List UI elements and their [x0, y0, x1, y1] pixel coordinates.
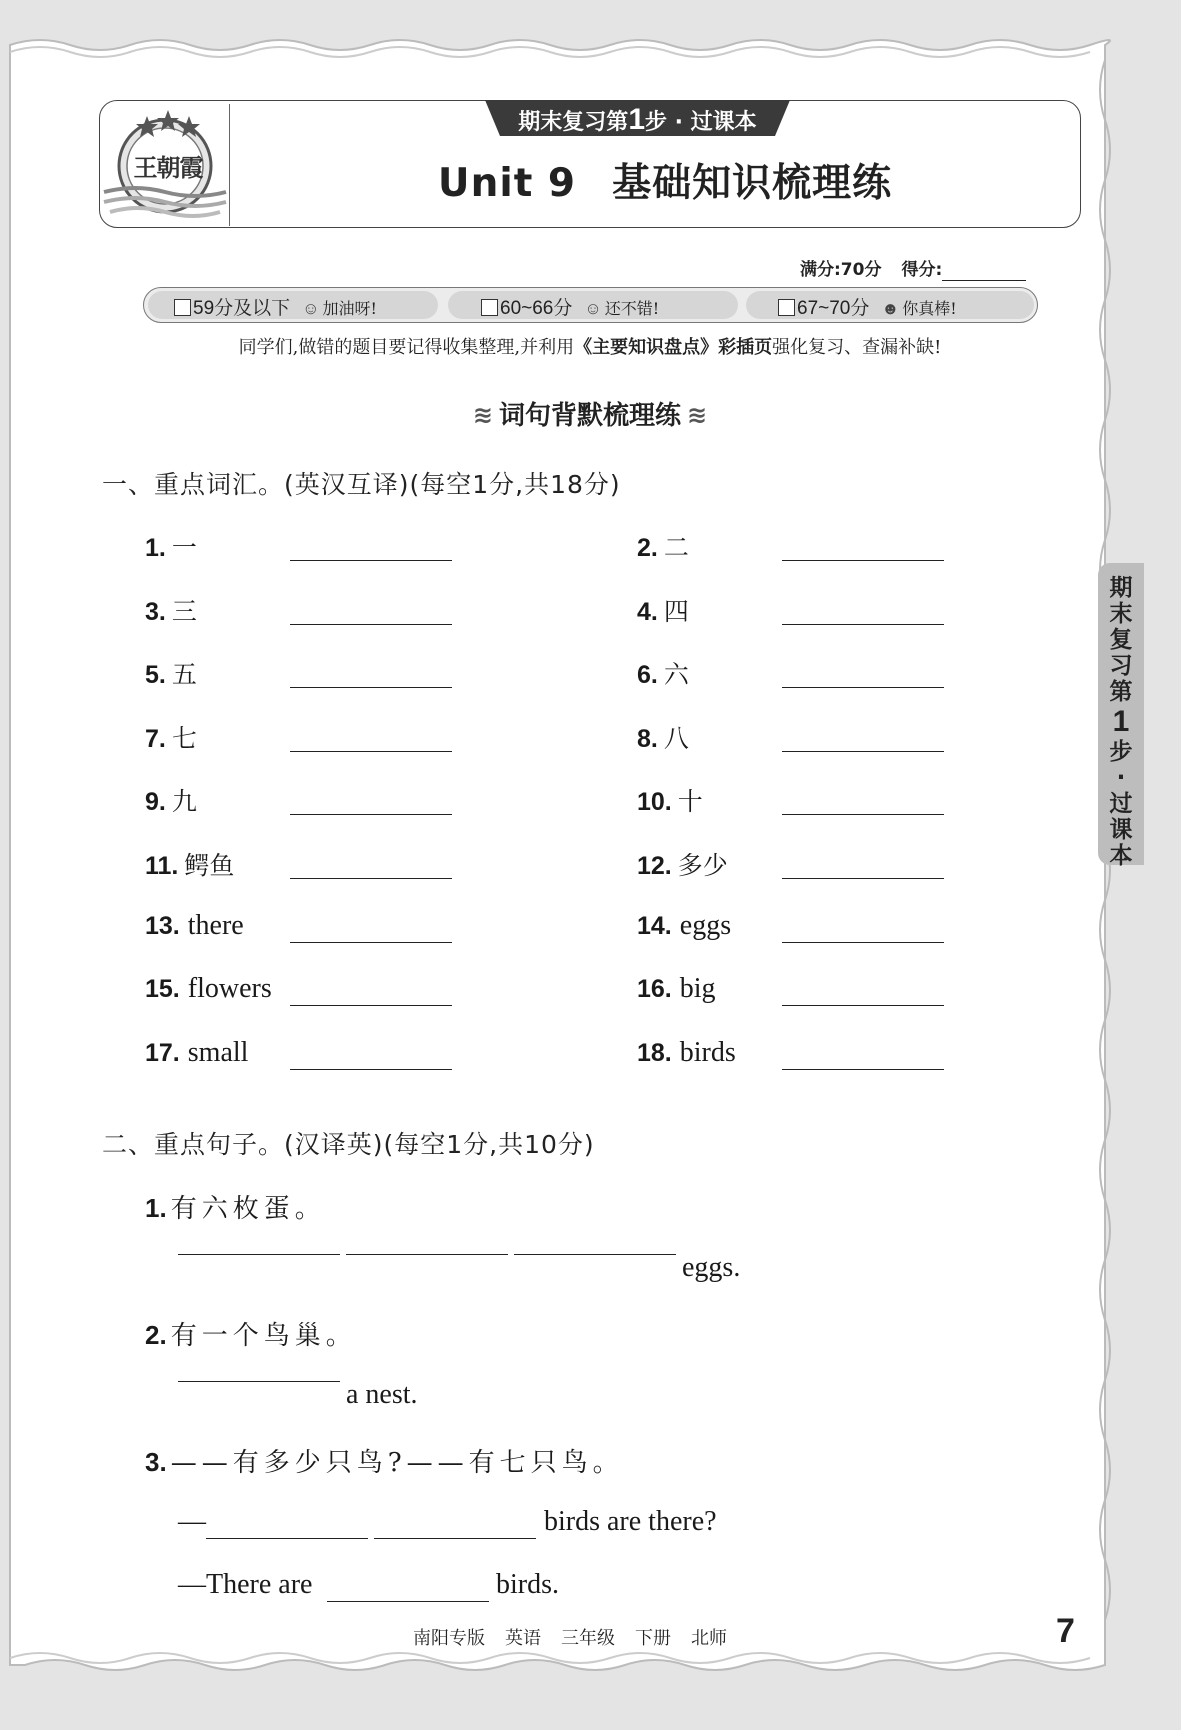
vocab-number: 15. [145, 975, 180, 1004]
sentence-tail-1: eggs. [682, 1252, 741, 1283]
footer-volume: 下册 [635, 1628, 671, 1649]
vocab-item [145, 782, 197, 818]
part1-title: 一、重点词汇。(英汉互译)(每空1分,共18分) [102, 470, 621, 499]
footer-publisher: 北师 [691, 1628, 727, 1649]
answer-blank[interactable] [178, 1381, 340, 1382]
footer-grade: 三年级 [561, 1628, 615, 1649]
section-heading [99, 395, 1081, 432]
vocab-number: 13. [145, 911, 180, 940]
ribbon-post: 步 · 过课本 [645, 110, 757, 135]
vocab-item [145, 973, 272, 1005]
sentence-tail-2: a nest. [346, 1379, 418, 1410]
vocab-number: 2. [637, 534, 658, 562]
answer-blank[interactable] [206, 1538, 368, 1539]
vocab-word: 鳄鱼 [184, 851, 235, 880]
question-chinese: ——有多少只鸟?——有七只鸟。 [170, 1448, 624, 1478]
notice-pre: 同学们,做错的题目要记得收集整理,并利用 [238, 337, 575, 358]
wave-icon: ≋ [472, 401, 493, 429]
sentence-tail-3b: birds. [496, 1569, 559, 1600]
vocab-word: flowers [187, 973, 272, 1005]
grade-range-3: 67~70分 [797, 298, 870, 319]
footer [413, 1624, 747, 1650]
answer-blank[interactable] [290, 878, 452, 879]
title-label: 基础知识梳理练 [612, 161, 893, 206]
side-tab-pre: 期 末 复 习 第 [1109, 575, 1133, 705]
sentence-question-2 [145, 1315, 357, 1352]
vocab-number: 3. [145, 597, 166, 626]
vocab-item [145, 592, 197, 628]
ribbon-step-number: 1 [628, 103, 645, 136]
vocab-item [145, 655, 197, 691]
answer-blank[interactable] [782, 560, 944, 561]
vocab-item [637, 655, 689, 691]
grade-item-2 [481, 293, 659, 320]
vocab-word: 八 [663, 723, 689, 753]
page-number: 7 [1056, 1612, 1075, 1650]
answer-blank[interactable] [514, 1254, 676, 1255]
vocab-word: 四 [663, 596, 689, 626]
answer-blank[interactable] [290, 942, 452, 943]
notice-text [99, 333, 1081, 359]
answer-blank[interactable] [290, 1005, 452, 1006]
full-score-label: 满分:70分 [800, 260, 882, 280]
sentence-pre-3b: —There are [178, 1569, 313, 1600]
grade-range-1: 59分及以下 [193, 298, 291, 319]
score-label: 得分: [901, 260, 943, 280]
section-heading-label: 词句背默梳理练 [498, 401, 681, 431]
vocab-word: there [187, 909, 244, 941]
happy-face-icon: ☻ [881, 299, 900, 318]
vocab-number: 4. [637, 597, 658, 626]
answer-blank[interactable] [374, 1538, 536, 1539]
vocab-item [637, 592, 689, 628]
answer-blank[interactable] [178, 1254, 340, 1255]
answer-blank[interactable] [782, 814, 944, 815]
score-blank[interactable] [942, 261, 1026, 281]
vocab-word: big [679, 973, 716, 1005]
vocab-number: 6. [637, 661, 658, 690]
question-number: 3. [145, 1447, 167, 1477]
grade-checkbox-1[interactable] [174, 299, 191, 316]
vocab-number: 5. [145, 661, 166, 690]
footer-subject: 英语 [505, 1628, 541, 1649]
part2-title: 二、重点句子。(汉译英)(每空1分,共10分) [102, 1130, 595, 1159]
sentence-question-1 [145, 1188, 326, 1225]
vocab-item [637, 782, 703, 818]
footer-edition: 南阳专版 [413, 1628, 485, 1649]
answer-blank[interactable] [782, 624, 944, 625]
side-tab-number: 1 [1112, 705, 1130, 738]
vocab-word: 三 [171, 596, 197, 626]
answer-blank[interactable] [290, 751, 452, 752]
question-number: 1. [145, 1193, 167, 1223]
wave-icon: ≋ [687, 401, 708, 429]
vocab-number: 12. [637, 852, 672, 880]
vocab-word: 七 [171, 723, 197, 753]
answer-blank[interactable] [290, 687, 452, 688]
notice-bold: 《主要知识盘点》彩插页 [574, 337, 773, 358]
question-number: 2. [145, 1320, 167, 1350]
vocab-word: 五 [171, 660, 197, 690]
answer-blank[interactable] [782, 687, 944, 688]
vocab-item [637, 846, 728, 882]
question-chinese: 有六枚蛋。 [170, 1194, 326, 1224]
answer-blank[interactable] [782, 942, 944, 943]
vocab-item [145, 1037, 248, 1069]
vocab-item [637, 528, 689, 564]
grade-range-2: 60~66分 [500, 298, 573, 319]
vocab-number: 7. [145, 724, 166, 753]
vocab-item [637, 973, 716, 1005]
grade-checkbox-2[interactable] [481, 299, 498, 316]
vocab-item [145, 719, 197, 755]
vocab-word: 十 [677, 787, 703, 817]
answer-blank[interactable] [290, 814, 452, 815]
answer-blank[interactable] [782, 1069, 944, 1070]
vocab-item [637, 719, 689, 755]
sentence-tail-3a: birds are there? [544, 1506, 717, 1537]
answer-blank[interactable] [327, 1601, 489, 1602]
vocab-word: 多少 [677, 851, 728, 880]
answer-blank[interactable] [290, 1069, 452, 1070]
vocab-number: 9. [145, 788, 166, 817]
vocab-word: 一 [171, 533, 197, 562]
answer-blank[interactable] [290, 624, 452, 625]
answer-blank[interactable] [290, 560, 452, 561]
grade-cheer-1: 加油呀! [322, 299, 377, 318]
vocab-number: 18. [637, 1038, 672, 1067]
dialog-dash: — [178, 1506, 206, 1537]
score-line [800, 255, 1026, 281]
notice-post: 强化复习、查漏补缺! [772, 337, 942, 358]
vocab-item [145, 910, 244, 942]
grade-cheer-3: 你真棒! [902, 299, 957, 318]
vocab-word: birds [679, 1036, 736, 1068]
vocab-number: 11. [145, 852, 179, 880]
vocab-item [145, 846, 234, 882]
side-tab-post: 步 · 过 课 本 [1109, 739, 1133, 869]
answer-blank[interactable] [782, 751, 944, 752]
vocab-number: 16. [637, 975, 672, 1004]
cheer-face-icon: ☺ [302, 299, 320, 318]
vocab-number: 14. [637, 911, 672, 940]
answer-blank[interactable] [782, 1005, 944, 1006]
vocab-item [145, 528, 197, 564]
vocab-word: 六 [663, 660, 689, 690]
vocab-number: 10. [637, 788, 672, 817]
vocab-word: 二 [663, 533, 689, 562]
grade-cheer-2: 还不错! [604, 299, 660, 318]
question-chinese: 有一个鸟巢。 [170, 1321, 357, 1351]
logo-text: 王朝霞 [133, 153, 203, 182]
step-ribbon [485, 100, 790, 138]
vocab-word: eggs [679, 909, 732, 941]
vocab-number: 8. [637, 724, 658, 753]
sentence-question-3 [145, 1442, 624, 1479]
page-title [250, 152, 1080, 208]
smile-face-icon: ☺ [584, 299, 602, 318]
ribbon-pre: 期末复习第 [518, 110, 629, 135]
answer-blank[interactable] [782, 878, 944, 879]
vocab-item [637, 1037, 736, 1069]
side-tab-text [1099, 575, 1143, 869]
vocab-number: 1. [145, 534, 166, 562]
grade-item-1 [174, 293, 377, 320]
grade-bar [143, 287, 1038, 323]
vocab-number: 17. [145, 1038, 180, 1067]
unit-label: Unit 9 [437, 161, 577, 206]
vocab-word: 九 [171, 787, 197, 817]
grade-checkbox-3[interactable] [778, 299, 795, 316]
answer-blank[interactable] [346, 1254, 508, 1255]
vocab-word: small [187, 1036, 249, 1068]
vocab-item [637, 910, 731, 942]
grade-item-3 [778, 293, 957, 320]
